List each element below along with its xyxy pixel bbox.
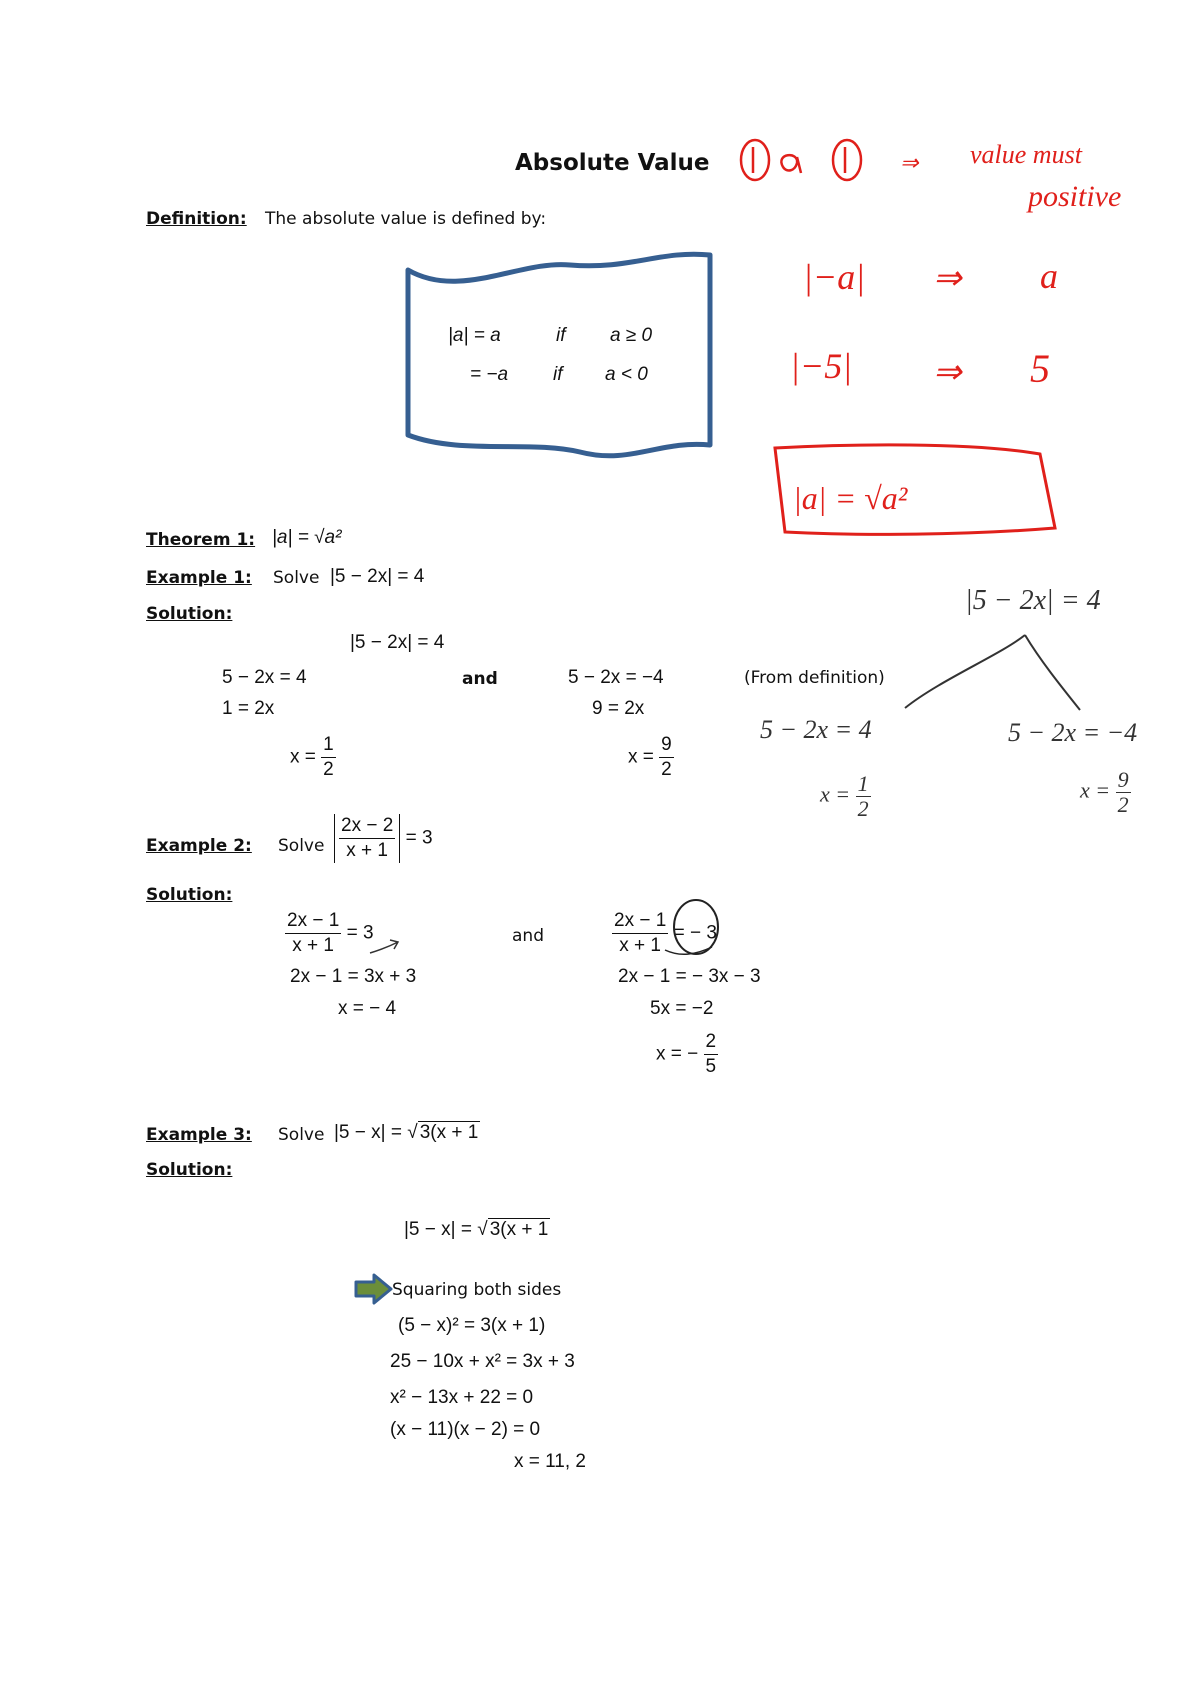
example3-solution-rhs: 3(x + 1 — [489, 1219, 549, 1240]
definition-text: The absolute value is defined by: — [265, 209, 547, 229]
hw-black-top: |5 − 2x| = 4 — [965, 585, 1101, 616]
example1-solve: Solve — [273, 568, 320, 588]
example1-left-x — [290, 733, 336, 782]
theorem1-label: Theorem 1: — [146, 530, 256, 550]
example2-right-step2: 5x = −2 — [650, 998, 714, 1019]
example3-rhs: 3(x + 1 — [419, 1122, 479, 1143]
hw-boxed-formula: |a| = √a² — [793, 480, 908, 516]
example1-right-step1: 5 − 2x = −4 — [568, 667, 664, 688]
annotation-circle — [674, 900, 718, 954]
example2-left-step1: 2x − 1 = 3x + 3 — [290, 966, 417, 987]
example2-right-x-label: x = − — [656, 1043, 699, 1065]
definition-label: Definition: — [146, 209, 247, 229]
example1-expr: |5 − 2x| = 4 — [330, 566, 425, 587]
example2-label: Example 2: — [146, 836, 252, 856]
example3-step5: x = 11, 2 — [514, 1451, 587, 1472]
example3-equation: |5 − x| = √ 3(x + 1 — [404, 1219, 549, 1240]
example2-right-x — [656, 1030, 718, 1079]
example1-right-step2: 9 = 2x — [592, 698, 645, 719]
example2-right-fden: 5 — [705, 1056, 717, 1077]
example1-solution-label: Solution: — [146, 604, 233, 624]
annotation-arrow-right — [665, 947, 712, 954]
scroll-shape — [400, 240, 730, 460]
example2-den: x + 1 — [346, 840, 389, 861]
hw-arrow-3: ⇒ — [933, 354, 962, 391]
hw-black-left1: 5 − 2x = 4 — [760, 715, 872, 744]
example3-expr: |5 − x| = √ 3(x + 1 — [334, 1122, 479, 1143]
hw-note2-right: 5 — [1030, 346, 1050, 391]
example2-left-step2: x = − 4 — [338, 998, 397, 1019]
definition-line1-if: if — [556, 325, 566, 346]
right-arrow-icon — [354, 1273, 394, 1305]
definition-line1-expr: |a| = a — [448, 325, 501, 346]
definition-line2-cond: a < 0 — [605, 364, 648, 385]
example1-label: Example 1: — [146, 568, 252, 588]
example2-num: 2x − 2 — [339, 814, 395, 839]
example1-note: (From definition) — [744, 668, 885, 688]
example1-equation: |5 − 2x| = 4 — [350, 632, 445, 653]
handwritten-circled-marks — [735, 125, 865, 195]
example2-left-rhs: = 3 — [346, 922, 374, 944]
hw-black-left-den: 2 — [857, 796, 869, 821]
hw-note2-left: |−5| — [790, 346, 853, 386]
hw-note1-left: |−a| — [803, 257, 866, 297]
page-title: Absolute Value — [515, 150, 710, 176]
example3-solution-label: Solution: — [146, 1160, 233, 1180]
definition-line1-cond: a ≥ 0 — [610, 325, 653, 346]
hw-arrow-2: ⇒ — [933, 260, 962, 297]
example3-step3: x² − 13x + 22 = 0 — [390, 1387, 534, 1408]
example2-rhs: = 3 — [405, 827, 433, 849]
example2-and: and — [512, 926, 544, 946]
example3-solution-lhs: |5 − x| — [404, 1219, 456, 1240]
definition-line2-expr: = −a — [470, 364, 509, 385]
example2-left-num: 2x − 1 — [285, 909, 341, 934]
hw-top-line1: value must — [970, 140, 1082, 169]
annotation-arrow-left — [370, 940, 398, 953]
example3-step1: (5 − x)² = 3(x + 1) — [398, 1315, 546, 1336]
example2-expr — [334, 814, 433, 863]
example1-and: and — [462, 669, 498, 689]
hw-black-right-den: 2 — [1117, 792, 1129, 817]
example1-left-step1: 5 − 2x = 4 — [222, 667, 307, 688]
example1-right-x-label: x = — [628, 746, 654, 768]
example3-solution-eq: = — [460, 1219, 472, 1240]
example3-step2: 25 − 10x + x² = 3x + 3 — [390, 1351, 575, 1372]
example3-lhs: |5 − x| — [334, 1122, 386, 1143]
hw-top-line2: positive — [1028, 180, 1122, 213]
example1-right-den: 2 — [661, 759, 672, 780]
hw-black-branches — [900, 630, 1100, 720]
example2-right-rhs: = − 3 — [673, 922, 717, 944]
example2-right-num: 2x − 1 — [612, 909, 668, 934]
hw-black-left-x-label: x = — [820, 781, 851, 807]
example2-solve: Solve — [278, 836, 325, 856]
example1-left-num: 1 — [321, 733, 336, 758]
hw-note1-right: a — [1040, 256, 1058, 296]
example3-arrow-text: Squaring both sides — [392, 1280, 562, 1300]
hw-arrow-1: ⇒ — [900, 150, 919, 175]
example1-left-step2: 1 = 2x — [222, 698, 275, 719]
example2-solution-label: Solution: — [146, 885, 233, 905]
definition-line2-if: if — [553, 364, 563, 385]
example3-eq: = — [390, 1122, 402, 1143]
hw-black-right-num: 9 — [1117, 767, 1129, 792]
hw-black-left-num: 1 — [857, 771, 869, 796]
example1-left-x-label: x = — [290, 746, 316, 768]
example1-right-num: 9 — [659, 733, 674, 758]
example1-left-den: 2 — [323, 759, 334, 780]
example2-right-den: x + 1 — [619, 935, 662, 956]
example2-right-step1: 2x − 1 = − 3x − 3 — [618, 966, 761, 987]
example2-annotations — [340, 895, 760, 965]
theorem1-expr: |a| = √a² — [272, 527, 342, 548]
hw-black-right-x — [1080, 768, 1131, 817]
hw-black-right-x-label: x = — [1080, 777, 1111, 803]
example3-solve: Solve — [278, 1125, 325, 1145]
example2-left-den: x + 1 — [292, 935, 335, 956]
hw-black-right1: 5 − 2x = −4 — [1008, 718, 1138, 747]
example3-label: Example 3: — [146, 1125, 252, 1145]
example3-step4: (x − 11)(x − 2) = 0 — [390, 1419, 541, 1440]
example1-right-x — [628, 733, 674, 782]
hw-black-left-x — [820, 772, 871, 821]
example2-right-fnum: 2 — [704, 1030, 719, 1055]
